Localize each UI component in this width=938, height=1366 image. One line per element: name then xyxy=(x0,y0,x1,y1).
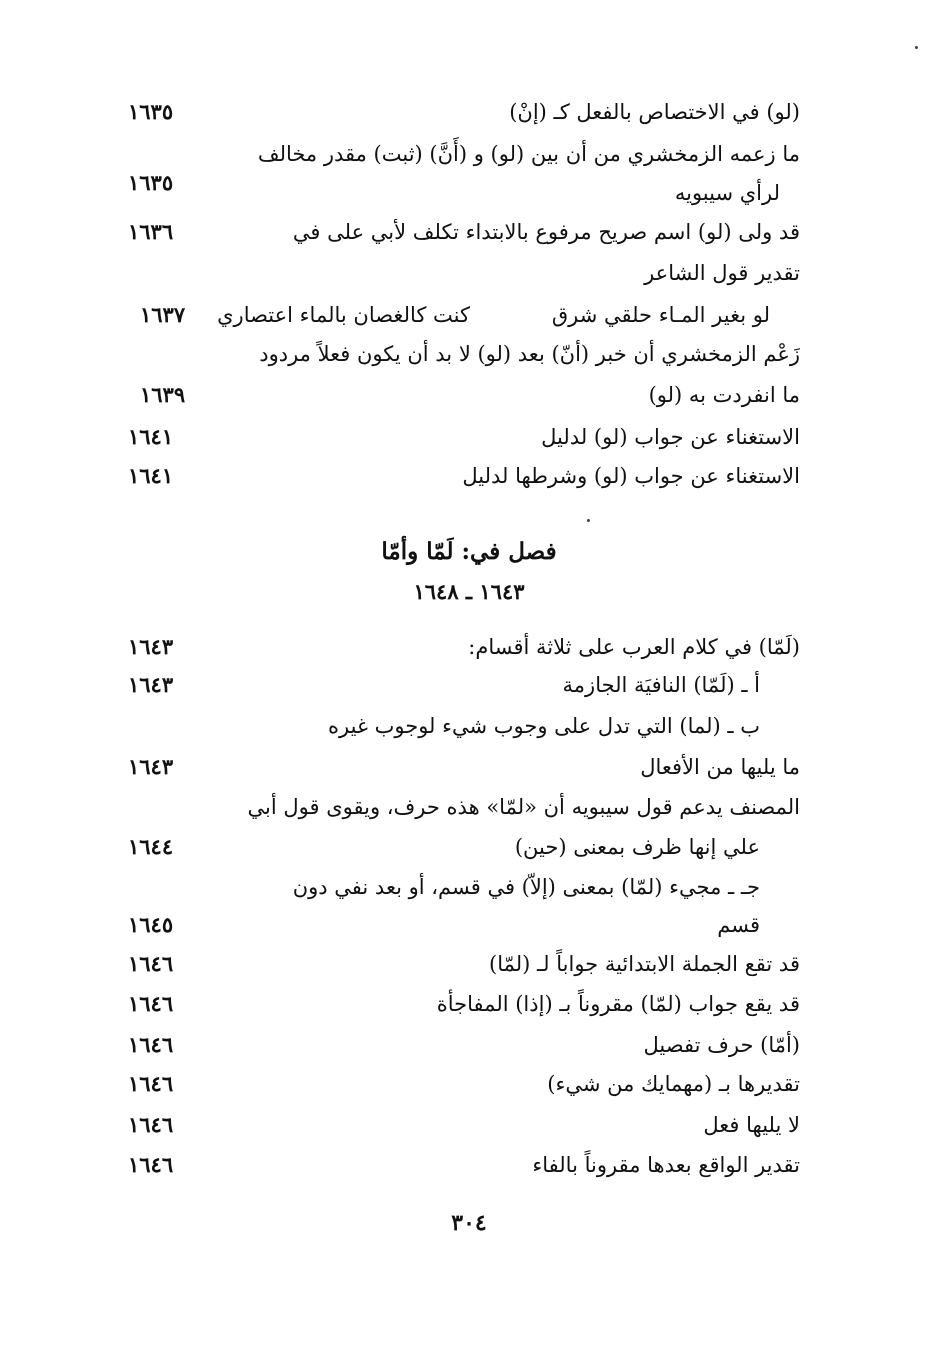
entry-page-number: ١٦٤١ xyxy=(128,463,174,488)
page-number: ٣٠٤ xyxy=(451,1210,487,1236)
entry-page-number: ١٦٤٣ xyxy=(128,754,174,779)
entry-text: قسم xyxy=(717,913,760,937)
entry-page-number: ١٦٤٦ xyxy=(128,1071,174,1096)
index-entry xyxy=(100,176,800,216)
entry-text: زَعْم الزمخشري أن خبر (أنّ) بعد (لو) لا بد أن يكون فعلاً مردود xyxy=(259,342,800,366)
verse-first-hemistich: لو بغير المـاء حلقي شرق xyxy=(551,303,770,327)
ink-speck xyxy=(915,46,918,49)
entry-text: ما يليها من الأفعال xyxy=(640,755,800,779)
entry-text: جـ ـ مجيء (لمّا) بمعنى (إلاّ) في قسم، أو بعد نفي دون xyxy=(292,875,760,899)
entry-page-number: ١٦٣٥ xyxy=(128,170,174,195)
index-entry xyxy=(100,630,800,670)
index-entry xyxy=(100,420,800,460)
index-entry xyxy=(100,95,800,135)
entry-text: الاستغناء عن جواب (لو) وشرطها لدليل xyxy=(462,464,800,488)
index-entry xyxy=(100,830,800,870)
index-entry xyxy=(100,337,800,377)
entry-text: لرأي سيبويه xyxy=(674,181,780,205)
entry-page-number: ١٦٤١ xyxy=(128,424,174,449)
entry-text: تقدير الواقع بعدها مقروناً بالفاء xyxy=(532,1153,800,1177)
index-entry xyxy=(100,987,800,1027)
entry-page-number: ١٦٤٦ xyxy=(128,1112,174,1137)
entry-text: أ ـ (لَمّا) النافيَة الجازمة xyxy=(562,673,760,697)
entry-page-number: ١٦٣٦ xyxy=(128,219,174,244)
section-page-range: ١٦٤٣ ـ ١٦٤٨ xyxy=(413,579,525,604)
entry-text: (لو) في الاختصاص بالفعل كـ (إنْ) xyxy=(509,100,800,124)
entry-text: قد ولى (لو) اسم صريح مرفوع بالابتداء تكلف لأبي على في xyxy=(292,220,800,244)
verse-second-hemistich: كنت كالغصان بالماء اعتصاري xyxy=(217,303,470,327)
entry-page-number: ١٦٣٥ xyxy=(128,99,174,124)
entry-text: لا يليها فعل xyxy=(703,1113,800,1137)
entry-page-number: ١٦٣٩ xyxy=(140,382,186,407)
entry-text: تقدير قول الشاعر xyxy=(644,261,800,285)
index-entry xyxy=(100,870,800,910)
entry-text: قد تقع الجملة الابتدائية جواباً لـ (لمّا) xyxy=(489,952,800,976)
entry-page-number: ١٦٤٣ xyxy=(128,634,174,659)
entry-text: علي إنها ظرف بمعنى (حين) xyxy=(514,835,760,859)
index-entry xyxy=(100,1028,800,1068)
index-entry xyxy=(100,1067,800,1107)
entry-page-number: ١٦٤٤ xyxy=(128,834,174,859)
entry-text: ب ـ (لما) التي تدل على وجوب شيء لوجوب غيره xyxy=(328,714,760,738)
entry-page-number: ١٦٤٦ xyxy=(128,1032,174,1057)
entry-page-number: ١٦٣٧ xyxy=(140,302,186,327)
entry-page-number: ١٦٤٣ xyxy=(128,672,174,697)
index-entry xyxy=(100,459,800,499)
index-entry xyxy=(100,668,800,708)
entry-text: ما زعمه الزمخشري من أن بين (لو) و (أَنَّ) (ثبت) مقدر مخالف xyxy=(257,142,800,166)
ink-speck xyxy=(587,519,590,522)
entry-text: (لَمّا) في كلام العرب على ثلاثة أقسام: xyxy=(468,635,800,659)
entry-text: (أمّا) حرف تفصيل xyxy=(643,1033,800,1057)
poem-verse xyxy=(100,298,800,338)
index-entry xyxy=(100,750,800,790)
index-entry xyxy=(100,908,800,948)
index-entry xyxy=(100,709,800,749)
entry-text: الاستغناء عن جواب (لو) لدليل xyxy=(541,425,800,449)
entry-page-number: ١٦٤٥ xyxy=(128,912,174,937)
entry-text: تقديرها بـ (مهمايك من شيء) xyxy=(547,1072,800,1096)
entry-page-number: ١٦٤٦ xyxy=(128,1152,174,1177)
entry-page-number: ١٦٤٦ xyxy=(128,991,174,1016)
section-title: فصل في: لَمّا وأمّا xyxy=(381,538,557,565)
index-entry xyxy=(100,1148,800,1188)
index-entry xyxy=(100,378,800,418)
entry-page-number: ١٦٤٦ xyxy=(128,951,174,976)
entry-text: المصنف يدعم قول سيبويه أن «لمّا» هذه حرف، ويقوى قول أبي xyxy=(247,795,800,819)
index-entry xyxy=(100,256,800,296)
entry-text: ما انفردت به (لو) xyxy=(648,383,800,407)
index-entry xyxy=(100,790,800,830)
entry-text: قد يقع جواب (لمّا) مقروناً بـ (إذا) المفاجأة xyxy=(436,992,800,1016)
index-entry xyxy=(100,947,800,987)
index-entry xyxy=(100,215,800,255)
index-entry xyxy=(100,1108,800,1148)
